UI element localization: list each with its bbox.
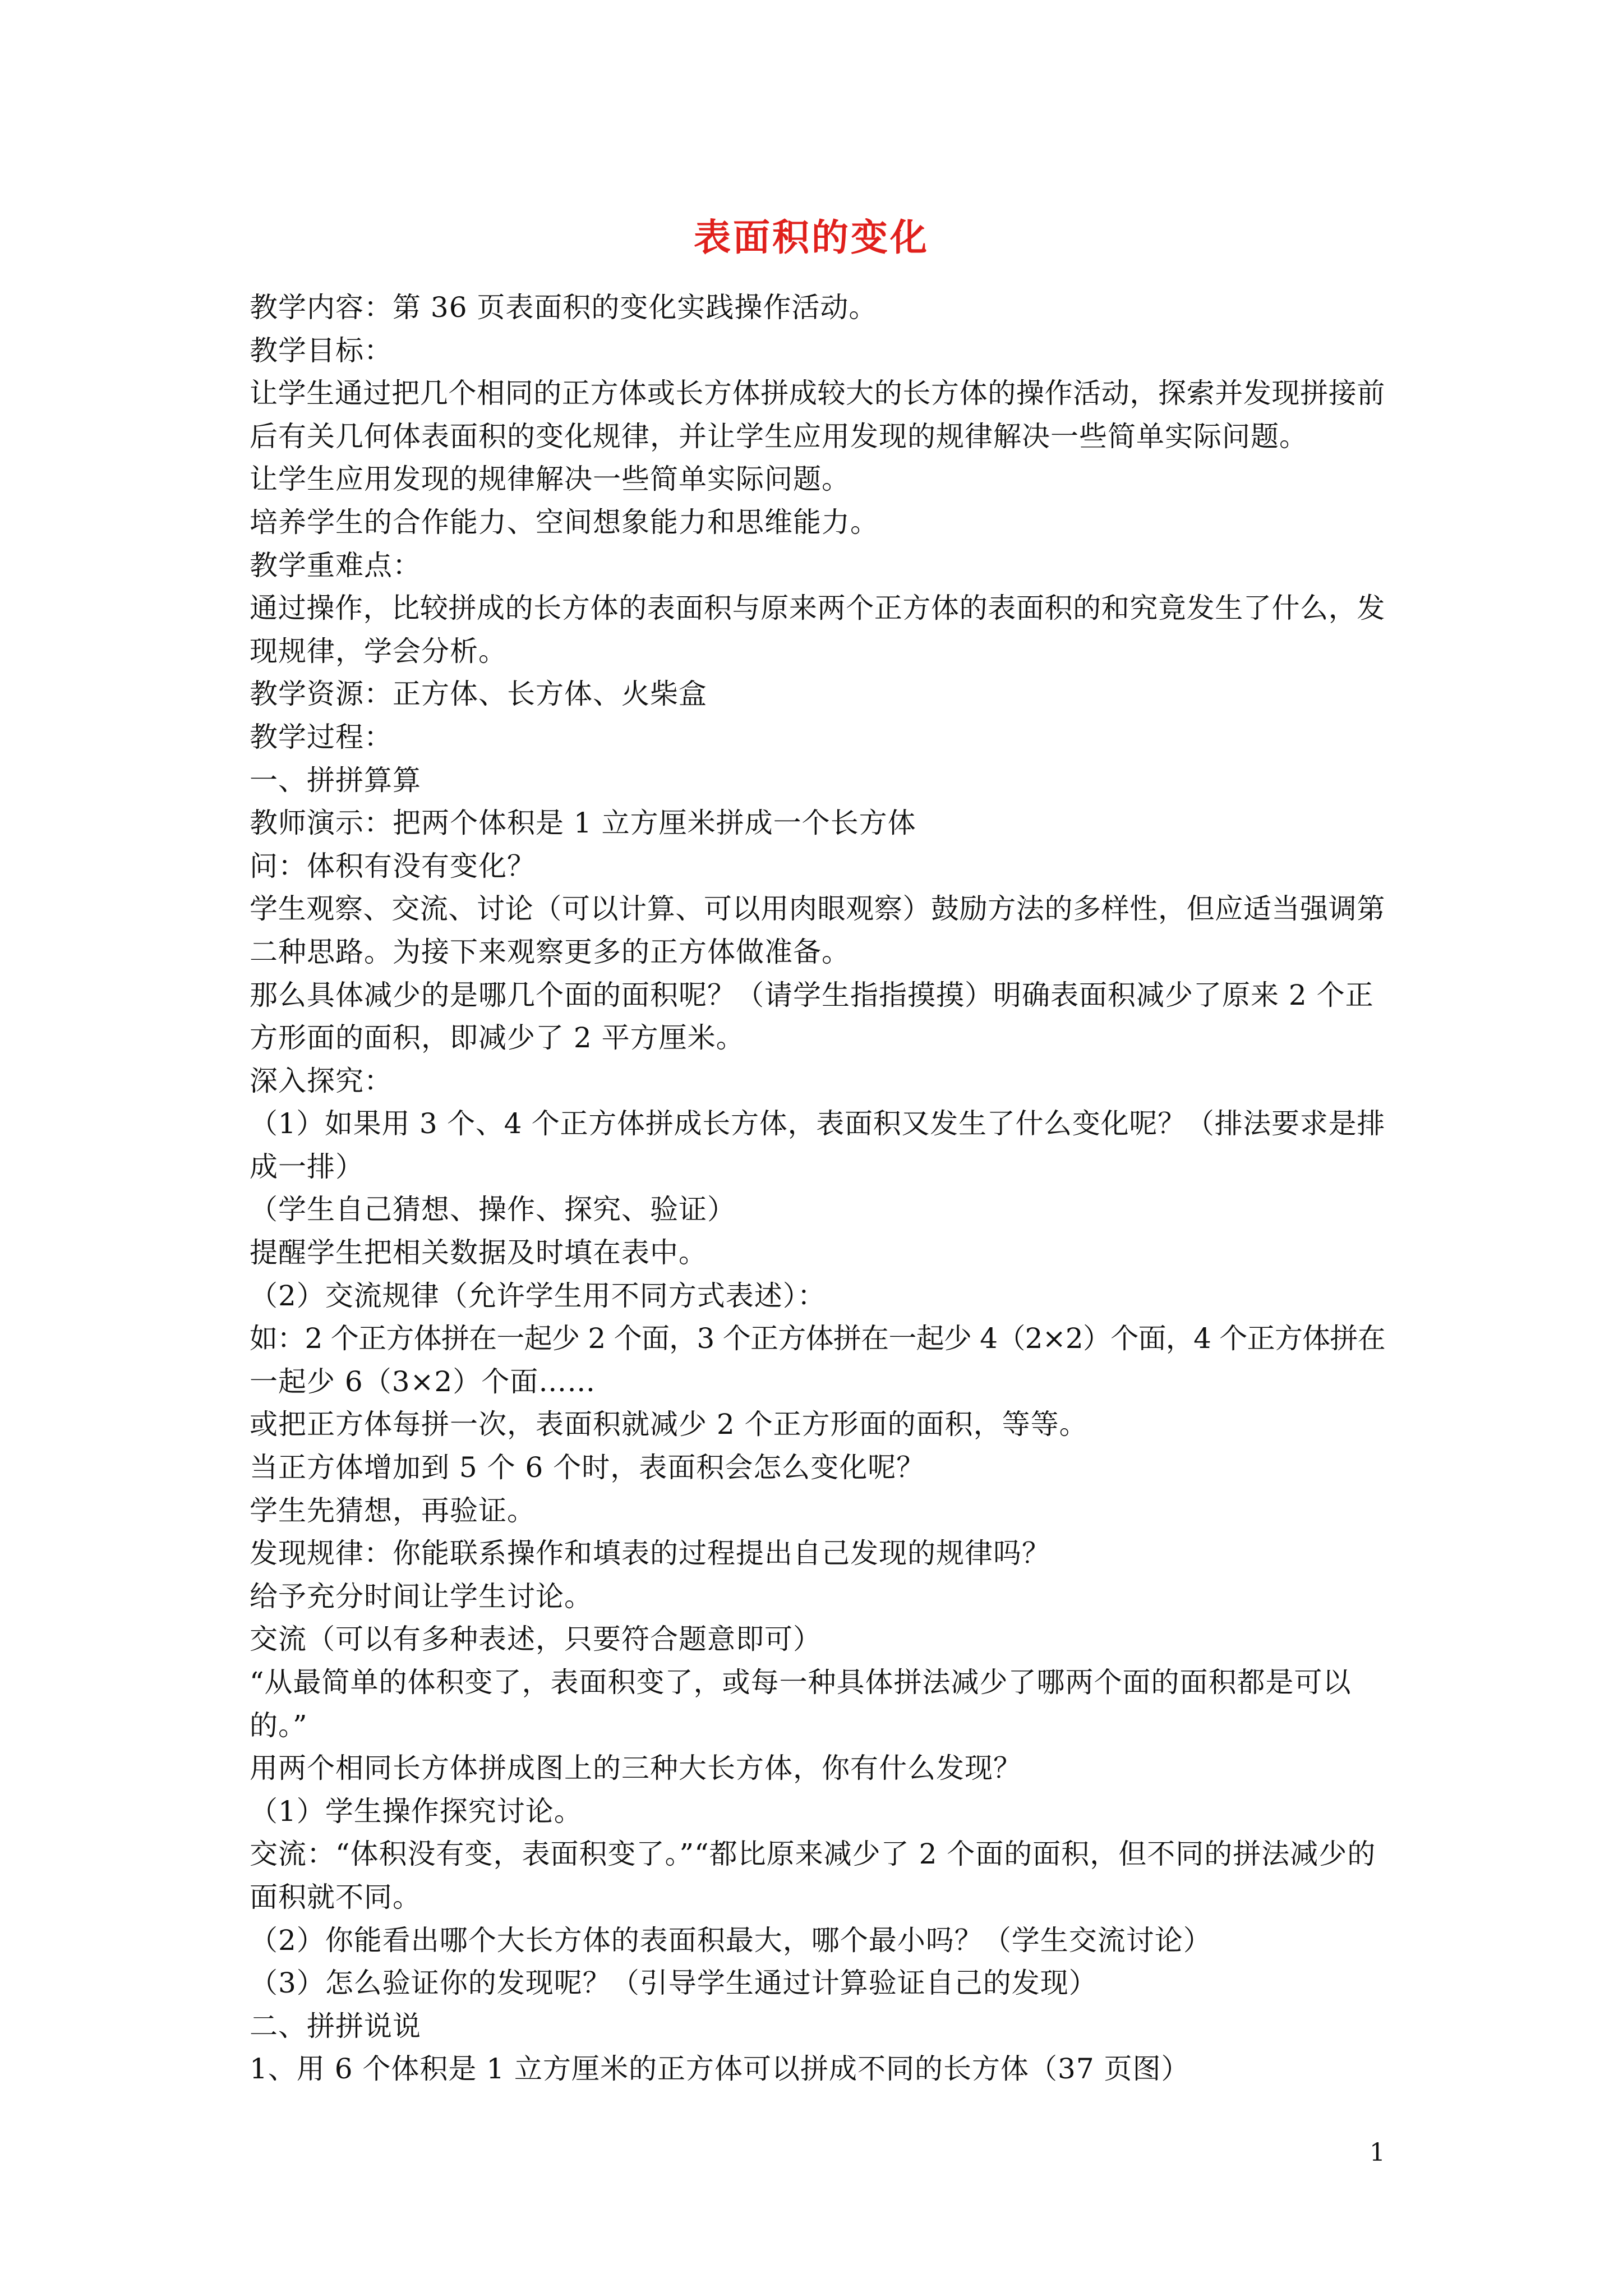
body-line: 学生观察、交流、讨论（可以计算、可以用肉眼观察）鼓励方法的多样性，但应适当强调第 — [250, 892, 1385, 926]
body-line: 教学过程： — [250, 720, 393, 753]
body-line: （2）交流规律（允许学生用不同方式表述）： — [250, 1279, 826, 1312]
body-line: 方形面的面积，即减少了 2 平方厘米。 — [250, 1022, 745, 1055]
body-line: 1、用 6 个体积是 1 立方厘米的正方体可以拼成不同的长方体（37 页图） — [250, 2053, 1190, 2086]
body-line: 如：2 个正方体拼在一起少 2 个面，3 个正方体拼在一起少 4（2×2）个面，4 个正方体拼在 — [250, 1322, 1385, 1355]
body-line: 交流：“体积没有变，表面积变了。”“都比原来减少了 2 个面的面积，但不同的拼法减少的 — [250, 1838, 1376, 1871]
body-line: （3）怎么验证你的发现呢？（引导学生通过计算验证自己的发现） — [250, 1967, 1098, 2000]
body-line: 二、拼拼说说 — [250, 2009, 421, 2042]
body-line: 或把正方体每拼一次，表面积就减少 2 个正方形面的面积，等等。 — [250, 1408, 1088, 1441]
body-line: 通过操作，比较拼成的长方体的表面积与原来两个正方体的表面积的和究竟发生了什么，发 — [250, 592, 1385, 625]
document-body — [250, 286, 1385, 2091]
body-line: 教学资源：正方体、长方体、火柴盒 — [250, 678, 707, 711]
body-line: 后有关几何体表面积的变化规律，并让学生应用发现的规律解决一些简单实际问题。 — [250, 420, 1308, 453]
body-line: 教学目标： — [250, 334, 393, 367]
body-line: 给予充分时间让学生讨论。 — [250, 1580, 593, 1613]
body-line: （1）学生操作探究讨论。 — [250, 1795, 583, 1828]
page-number: 1 — [1370, 2138, 1385, 2167]
body-line: 教学重难点： — [250, 549, 421, 582]
body-line: 培养学生的合作能力、空间想象能力和思维能力。 — [250, 505, 879, 539]
body-line: 提醒学生把相关数据及时填在表中。 — [250, 1236, 707, 1269]
body-line: 学生先猜想，再验证。 — [250, 1494, 536, 1527]
body-line: 教学内容：第 36 页表面积的变化实践操作活动。 — [250, 291, 878, 324]
body-line: 让学生通过把几个相同的正方体或长方体拼成较大的长方体的操作活动，探索并发现拼接前 — [250, 377, 1385, 410]
body-line: 用两个相同长方体拼成图上的三种大长方体，你有什么发现？ — [250, 1752, 1022, 1785]
body-line: 那么具体减少的是哪几个面的面积呢？（请学生指指摸摸）明确表面积减少了原来 2 个正 — [250, 978, 1374, 1011]
body-line: 成一排） — [250, 1150, 364, 1183]
body-line: 发现规律：你能联系操作和填表的过程提出自己发现的规律吗？ — [250, 1537, 1050, 1570]
body-line: 一、拼拼算算 — [250, 763, 421, 797]
body-line: 的。” — [250, 1709, 308, 1742]
body-line: 面积就不同。 — [250, 1880, 421, 1913]
body-line: （1）如果用 3 个、4 个正方体拼成长方体，表面积又发生了什么变化呢？（排法要求是排 — [250, 1107, 1386, 1140]
body-line: 一起少 6（3×2）个面…… — [250, 1365, 596, 1398]
body-line: （2）你能看出哪个大长方体的表面积最大，哪个最小吗？（学生交流讨论） — [250, 1924, 1212, 1957]
body-line: 当正方体增加到 5 个 6 个时，表面积会怎么变化呢？ — [250, 1451, 925, 1484]
body-line: 问：体积有没有变化？ — [250, 849, 536, 882]
body-line: （学生自己猜想、操作、探究、验证） — [250, 1193, 736, 1226]
body-line: 现规律，学会分析。 — [250, 634, 507, 668]
document-title: 表面积的变化 — [694, 215, 929, 259]
body-line: “从最简单的体积变了，表面积变了，或每一种具体拼法减少了哪两个面的面积都是可以 — [250, 1666, 1352, 1699]
body-line: 深入探究： — [250, 1064, 393, 1097]
body-line: 让学生应用发现的规律解决一些简单实际问题。 — [250, 463, 850, 496]
body-line: 交流（可以有多种表述，只要符合题意即可） — [250, 1623, 822, 1656]
body-line: 教师演示：把两个体积是 1 立方厘米拼成一个长方体 — [250, 807, 916, 840]
body-line: 二种思路。为接下来观察更多的正方体做准备。 — [250, 935, 850, 968]
